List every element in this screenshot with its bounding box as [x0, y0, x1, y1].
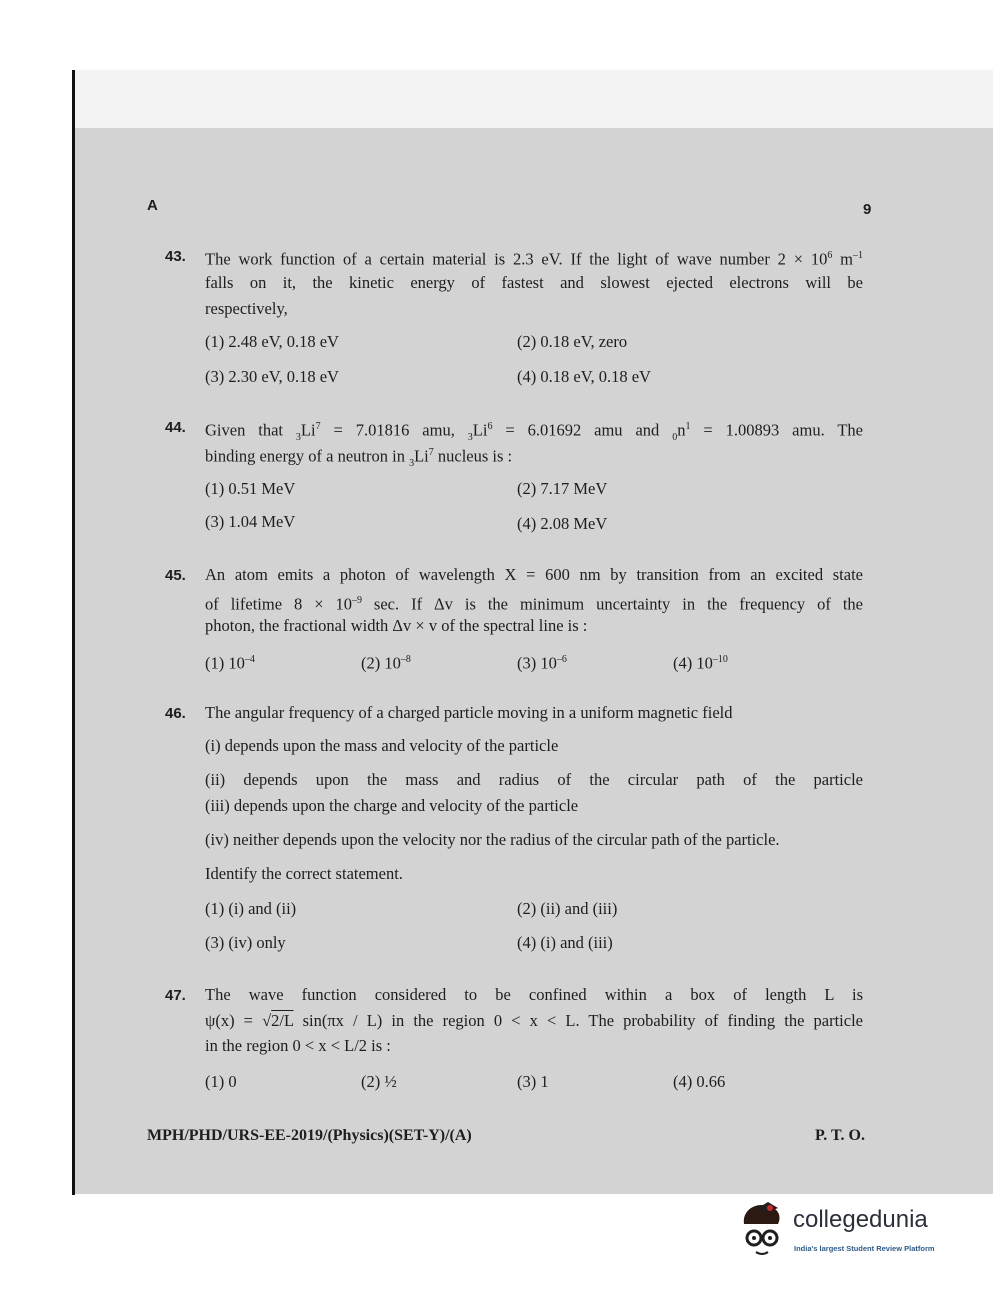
subscript: 3 — [295, 431, 301, 443]
statement-ii: (ii) depends upon the mass and radius of the circular path of the particle — [205, 770, 863, 789]
question-number: 45. — [165, 567, 186, 584]
question-text-line: falls on it, the kinetic energy of fastest and slowest ejected electrons will be — [205, 273, 863, 292]
option-4: (4) (i) and (iii) — [517, 933, 613, 952]
question-text-line: in the region 0 < x < L/2 is : — [205, 1036, 391, 1055]
exponent: 7 — [315, 421, 321, 432]
question-text-line: An atom emits a photon of wavelength X = 600 nm by transition from an excited state — [205, 565, 863, 584]
question-number: 43. — [165, 248, 186, 265]
option-4: (4) $10^{-10}$ — [673, 653, 728, 673]
question-text-line: binding energy of a neutron in $_3Li^7$ nucleus is : — [205, 446, 513, 469]
option-1: (1) 0.51 MeV — [205, 479, 296, 498]
option-1: (1) $10^{-4}$ — [205, 653, 255, 673]
question-text — [205, 243, 863, 273]
pto-label: P. T. O. — [815, 1127, 865, 1144]
page-corner-label: A — [147, 197, 158, 214]
paper-code: MPH/PHD/URS-EE-2019/(Physics)(SET-Y)/(A) — [147, 1127, 472, 1144]
option-3: (3) $10^{-6}$ — [517, 653, 567, 673]
logo-tagline: India's largest Student Review Platform — [794, 1244, 935, 1253]
option-3: (3) (iv) only — [205, 933, 286, 952]
question-text-line: The angular frequency of a charged particle moving in a uniform magnetic field — [205, 703, 733, 722]
exponent: –1 — [852, 250, 863, 261]
exponent: 6 — [827, 250, 833, 261]
question-text: of lifetime $8 \times 10^{-9}$ sec. If Δv is the minimum uncertainty in the frequency of the — [205, 594, 863, 614]
option-2: (2) (ii) and (iii) — [517, 899, 618, 918]
subscript: 3 — [409, 457, 415, 469]
exponent: 7 — [428, 447, 434, 458]
scan-border-top — [73, 70, 993, 130]
option-4: (4) 2.08 MeV — [517, 514, 608, 533]
question-text: ψ(x) = √2/L sin(πx / L) in the region 0 < x < L. The probability of finding the particle — [205, 1011, 863, 1030]
instruction-text: Identify the correct statement. — [205, 864, 403, 883]
exponent: –4 — [244, 654, 255, 665]
unit: m — [832, 249, 853, 269]
exponent: –6 — [556, 654, 567, 665]
option-3: (3) 2.30 eV, 0.18 eV — [205, 367, 339, 386]
exponent: –10 — [712, 654, 728, 665]
question-text-line: respectively, — [205, 299, 288, 318]
question-number: 46. — [165, 705, 186, 722]
statement-iii: (iii) depends upon the charge and velocity of the particle — [205, 796, 579, 815]
question-number: 44. — [165, 419, 186, 436]
question-text-line: The work function of a certain material is 2.3 eV. If the light of wave number 2 × 10 — [205, 249, 828, 269]
exponent: –9 — [351, 595, 362, 606]
option-1: (1) 2.48 eV, 0.18 eV — [205, 332, 339, 351]
mascot-icon — [738, 1200, 792, 1258]
collegedunia-logo — [738, 1200, 968, 1260]
logo-wordmark: collegedunia — [793, 1206, 928, 1233]
question-text-line: photon, the fractional width Δv × v of the spectral line is : — [205, 616, 588, 635]
option-4: (4) 0.66 — [673, 1072, 726, 1091]
page-number: 9 — [863, 201, 872, 218]
statement-iv: (iv) neither depends upon the velocity nor the radius of the circular path of the particle. — [205, 830, 780, 849]
option-3: (3) 1.04 MeV — [205, 512, 296, 531]
option-2: (2) 7.17 MeV — [517, 479, 608, 498]
option-2: (2) 0.18 eV, zero — [517, 332, 628, 351]
subscript: 0 — [672, 431, 678, 443]
option-1: (1) (i) and (ii) — [205, 899, 297, 918]
option-3: (3) 1 — [517, 1072, 549, 1091]
option-1: (1) 0 — [205, 1072, 237, 1091]
question-text: Given that $_3Li^7 = 7.01816$ amu, $_3Li^6 = 6.01692$ amu and $_0n^1 = 1.00893$ amu. The — [205, 420, 863, 443]
sqrt-symbol: √ — [262, 1011, 272, 1030]
option-2: (2) $10^{-8}$ — [361, 653, 411, 673]
sqrt-radicand: 2/L — [271, 1011, 294, 1030]
subscript: 3 — [467, 431, 473, 443]
exponent: –8 — [400, 654, 411, 665]
exponent: 6 — [487, 421, 493, 432]
question-number: 47. — [165, 987, 186, 1004]
option-2: (2) ½ — [361, 1072, 397, 1091]
question-text-line: The wave function considered to be confined within a box of length L is — [205, 985, 863, 1004]
exponent: 1 — [685, 421, 691, 432]
statement-i: (i) depends upon the mass and velocity of the particle — [205, 736, 559, 755]
option-4: (4) 0.18 eV, 0.18 eV — [517, 367, 651, 386]
